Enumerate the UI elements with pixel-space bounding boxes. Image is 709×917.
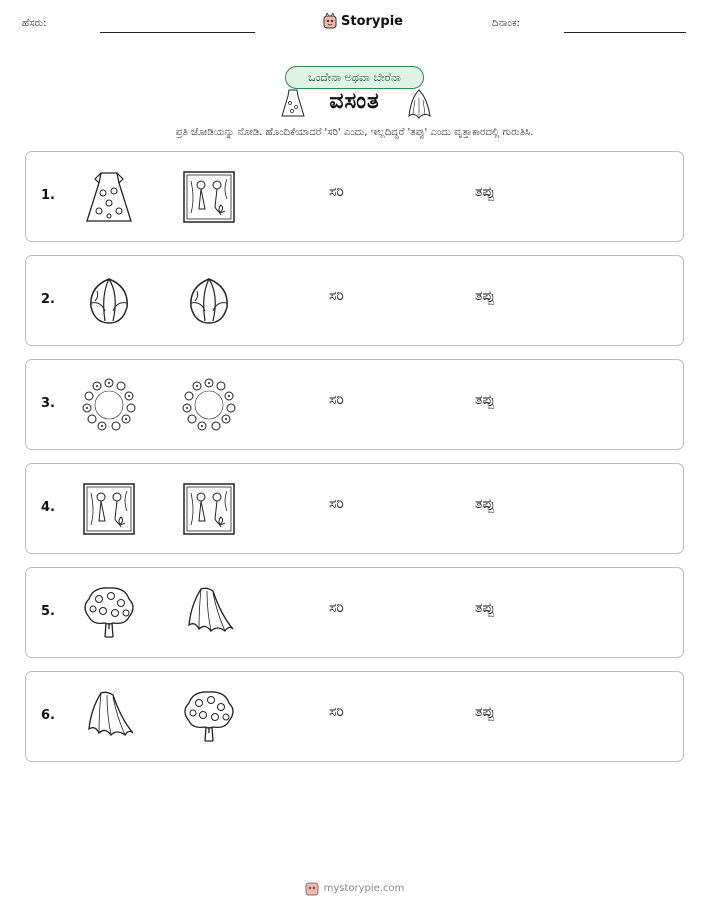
option-correct[interactable]: ಸರಿ bbox=[329, 392, 344, 408]
instructions-text: ಪ್ರತಿ ಜೋಡಿಯನ್ನು ನೋಡಿ. ಹೊಂದಿಕೆಯಾದರೆ 'ಸರಿ' ಎಂದು, ಇಲ್ಲದಿದ್ದರೆ 'ತಪ್ಪು' ಎಂದು ವೃತ್ತಾಕಾರದಲ್ಲಿ ಗುರುತಿಸಿ. bbox=[175, 127, 534, 138]
question-card bbox=[25, 255, 684, 346]
option-wrong[interactable]: ತಪ್ಪು bbox=[475, 392, 495, 408]
question-number: 2. bbox=[41, 292, 55, 307]
page-title: ವಸಂತ bbox=[329, 89, 380, 114]
question-card bbox=[25, 359, 684, 450]
option-wrong[interactable]: ತಪ್ಪು bbox=[475, 496, 495, 512]
brand-logo bbox=[323, 13, 403, 29]
tile-icon bbox=[81, 481, 137, 537]
question-card bbox=[25, 463, 684, 554]
rosebud-icon bbox=[181, 273, 237, 329]
veil-decoration-icon bbox=[405, 88, 433, 120]
tree-icon bbox=[181, 689, 237, 745]
veil-icon bbox=[81, 689, 137, 745]
footer-url[interactable]: mystorypie.com bbox=[323, 882, 405, 894]
option-correct[interactable]: ಸರಿ bbox=[329, 184, 344, 200]
brand-name: Storypie bbox=[341, 13, 403, 29]
question-number: 4. bbox=[41, 500, 55, 515]
option-wrong[interactable]: ತಪ್ಪು bbox=[475, 184, 495, 200]
question-number: 5. bbox=[41, 604, 55, 619]
option-correct[interactable]: ಸರಿ bbox=[329, 288, 344, 304]
rosebud-icon bbox=[81, 273, 137, 329]
mascot-icon bbox=[323, 13, 337, 29]
tile-icon bbox=[181, 481, 237, 537]
name-label: ಹೆಸರು: bbox=[22, 18, 47, 29]
question-number: 3. bbox=[41, 396, 55, 411]
tree-icon bbox=[81, 585, 137, 641]
option-correct[interactable]: ಸರಿ bbox=[329, 704, 344, 720]
wreath-icon bbox=[81, 377, 137, 433]
footer bbox=[0, 880, 709, 896]
tile-icon bbox=[181, 169, 237, 225]
question-card bbox=[25, 671, 684, 762]
question-number: 1. bbox=[41, 188, 55, 203]
wreath-icon bbox=[181, 377, 237, 433]
veil-icon bbox=[181, 585, 237, 641]
option-correct[interactable]: ಸರಿ bbox=[329, 600, 344, 616]
dress-icon bbox=[81, 169, 137, 225]
option-correct[interactable]: ಸರಿ bbox=[329, 496, 344, 512]
option-wrong[interactable]: ತಪ್ಪು bbox=[475, 600, 495, 616]
question-card bbox=[25, 567, 684, 658]
question-card bbox=[25, 151, 684, 242]
date-label: ದಿನಾಂಕ: bbox=[492, 18, 520, 29]
worksheet-type-badge: ಒಂದೇನಾ ಅಥವಾ ಬೇರೆನಾ bbox=[285, 66, 424, 89]
question-number: 6. bbox=[41, 708, 55, 723]
date-field-line[interactable] bbox=[564, 32, 686, 33]
mascot-icon bbox=[305, 880, 319, 896]
option-wrong[interactable]: ತಪ್ಪು bbox=[475, 288, 495, 304]
option-wrong[interactable]: ತಪ್ಪು bbox=[475, 704, 495, 720]
name-field-line[interactable] bbox=[100, 32, 255, 33]
